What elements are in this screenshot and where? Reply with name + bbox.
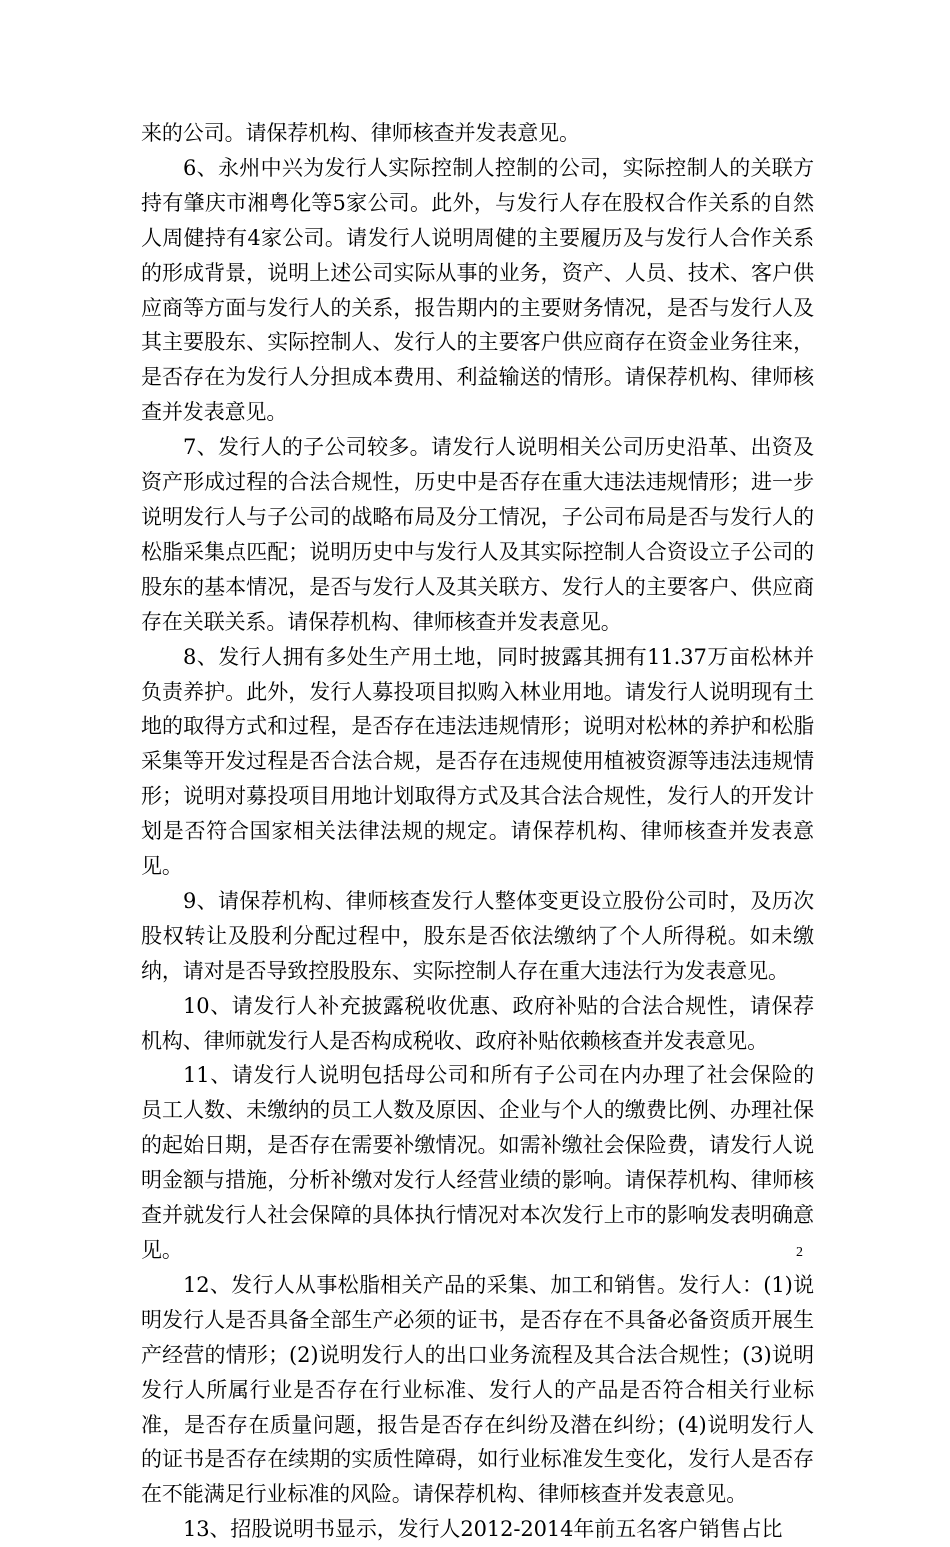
paragraph-item-10: 10、请发行人补充披露税收优惠、政府补贴的合法合规性，请保荐机构、律师就发行人是否构成税收、政府补贴依赖核查并发表意见。 <box>141 993 814 1053</box>
paragraph-item-13: 13、招股说明书显示，发行人2012-2014年前五名客户销售占比 <box>183 1517 783 1542</box>
body-text <box>141 116 814 1547</box>
paragraph-item-7: 7、发行人的子公司较多。请发行人说明相关公司历史沿革、出资及资产形成过程的合法合规性，历史中是否存在重大违法违规情形；进一步说明发行人与子公司的战略布局及分工情况，子公司布局是否与发行人的松脂采集点匹配；说明历史中与发行人及其实际控制人合资设立子公司的股东的基本情况，是否与发行人及其关联方、发行人的主要客户、供应商存在关联关系。请保荐机构、律师核查并发表意见。 <box>141 435 814 634</box>
page-number: 2 <box>796 1245 803 1260</box>
paragraph-continuation: 来的公司。请保荐机构、律师核查并发表意见。 <box>141 121 580 145</box>
paragraph-item-6: 6、永州中兴为发行人实际控制人控制的公司，实际控制人的关联方持有肇庆市湘粤化等5家公司。此外，与发行人存在股权合作关系的自然人周健持有4家公司。请发行人说明周健的主要履历及与发行人合作关系的形成背景，说明上述公司实际从事的业务，资产、人员、技术、客户供应商等方面与发行人的关系，报告期内的主要财务情况，是否与发行人及其主要股东、实际控制人、发行人的主要客户供应商存在资金业务往来，是否存在为发行人分担成本费用、利益输送的情形。请保荐机构、律师核查并发表意见。 <box>141 155 814 425</box>
paragraph-item-12: 12、发行人从事松脂相关产品的采集、加工和销售。发行人：(1)说明发行人是否具备全部生产必须的证书，是否存在不具备必备资质开展生产经营的情形；(2)说明发行人的出口业务流程及其合法合规性；(3)说明发行人所属行业是否存在行业标准、发行人的产品是否符合相关行业标准，是否存在质量问题，报告是否存在纠纷及潜在纠纷；(4)说明发行人的证书是否存在续期的实质性障碍，如行业标准发生变化，发行人是否存在不能满足行业标准的风险。请保荐机构、律师核查并发表意见。 <box>141 1272 814 1507</box>
paragraph-item-11: 11、请发行人说明包括母公司和所有子公司在内办理了社会保险的员工人数、未缴纳的员工人数及原因、企业与个人的缴费比例、办理社保的起始日期，是否存在需要补缴情况。如需补缴社会保险费，请发行人说明金额与措施，分析补缴对发行人经营业绩的影响。请保荐机构、律师核查并就发行人社会保障的具体执行情况对本次发行上市的影响发表明确意见。 <box>141 1063 814 1262</box>
paragraph-item-8: 8、发行人拥有多处生产用土地，同时披露其拥有11.37万亩松林并负责养护。此外，发行人募投项目拟购入林业用地。请发行人说明现有土地的取得方式和过程，是否存在违法违规情形；说明对松林的养护和松脂采集等开发过程是否合法合规，是否存在违规使用植被资源等违法违规情形；说明对募投项目用地计划取得方式及其合法合规性，发行人的开发计划是否符合国家相关法律法规的规定。请保荐机构、律师核查并发表意见。 <box>141 644 814 879</box>
paragraph-item-9: 9、请保荐机构、律师核查发行人整体变更设立股份公司时，及历次股权转让及股利分配过程中，股东是否依法缴纳了个人所得税。如未缴纳，请对是否导致控股股东、实际控制人存在重大违法行为发表意见。 <box>141 888 814 983</box>
